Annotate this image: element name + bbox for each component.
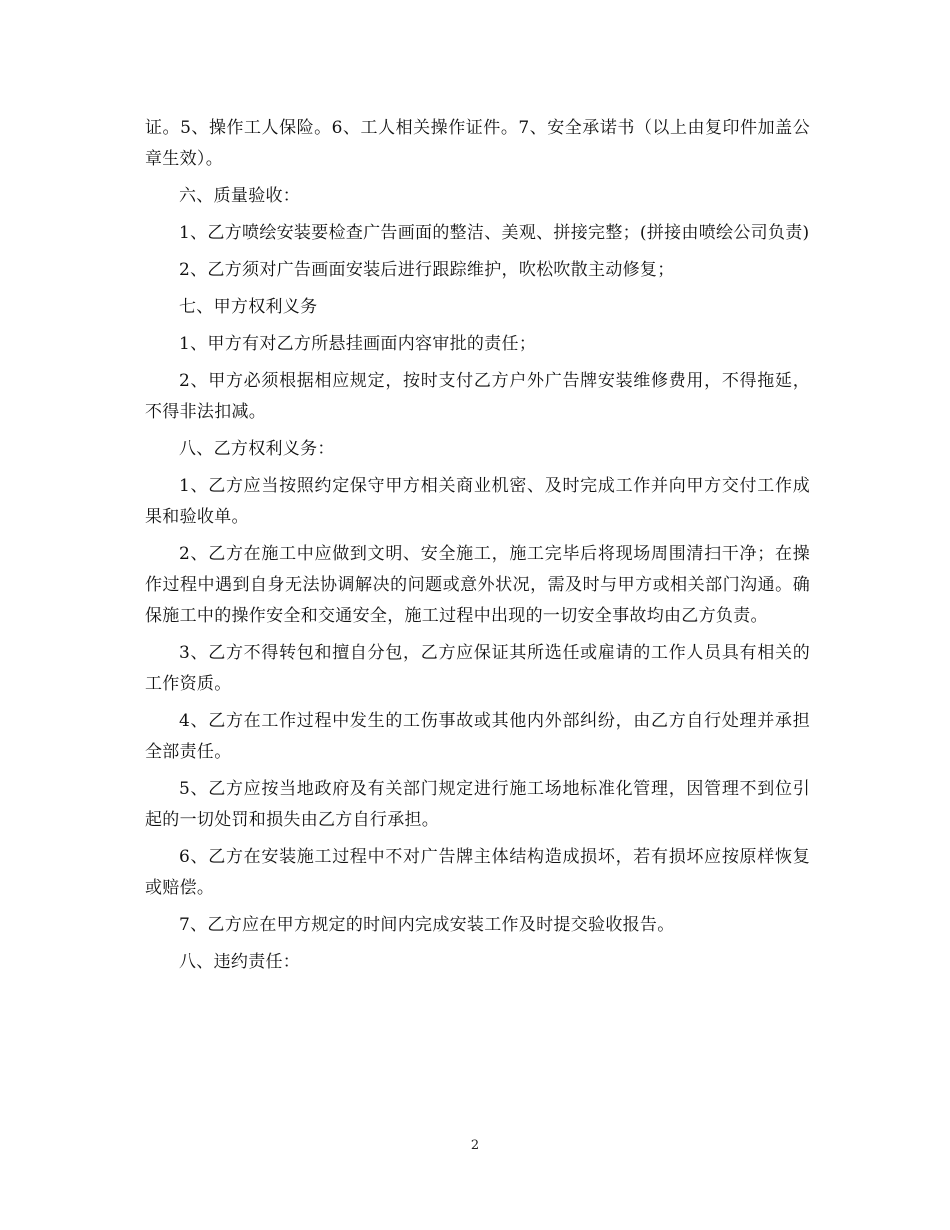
paragraph-continuation: 证。5、操作工人保险。6、工人相关操作证件。7、安全承诺书（以上由复印件加盖公章生效）。: [145, 118, 810, 169]
section-heading-quality-acceptance: 六、质量验收：: [179, 186, 301, 206]
paragraph: 3、乙方不得转包和擅自分包，乙方应保证其所选任或雇请的工作人员具有相关的工作资质。: [145, 643, 810, 694]
section-heading-party-b-rights: 八、乙方权利义务：: [179, 439, 335, 459]
section-heading-breach-liability: 八、违约责任：: [179, 952, 301, 972]
paragraph: 2、乙方在施工中应做到文明、安全施工，施工完毕后将现场周围清扫干净；在操作过程中遇到自身无法协调解决的问题或意外状况，需及时与甲方或相关部门沟通。确保施工中的操作安全和交通安全，施工过程中出现的一切安全事故均由乙方负责。: [145, 544, 810, 626]
paragraph: 7、乙方应在甲方规定的时间内完成安装工作及时提交验收报告。: [179, 915, 675, 935]
paragraph: 6、乙方在安装施工过程中不对广告牌主体结构造成损坏，若有损坏应按原样恢复或赔偿。: [145, 847, 810, 898]
paragraph: 4、乙方在工作过程中发生的工伤事故或其他内外部纠纷，由乙方自行处理并承担全部责任。: [145, 711, 810, 762]
paragraph: 1、乙方应当按照约定保守甲方相关商业机密、及时完成工作并向甲方交付工作成果和验收单。: [145, 476, 810, 527]
paragraph: 2、乙方须对广告画面安装后进行跟踪维护，吹松吹散主动修复；: [179, 260, 675, 280]
paragraph: 2、甲方必须根据相应规定，按时支付乙方户外广告牌安装维修费用，不得拖延，不得非法扣减。: [145, 371, 810, 422]
document-body: [145, 113, 810, 984]
page-number: 2: [470, 1138, 480, 1153]
paragraph: 1、甲方有对乙方所悬挂画面内容审批的责任；: [179, 334, 537, 354]
section-heading-party-a-rights: 七、甲方权利义务: [179, 297, 318, 317]
paragraph: 5、乙方应按当地政府及有关部门规定进行施工场地标准化管理，因管理不到位引起的一切处罚和损失由乙方自行承担。: [145, 779, 810, 830]
paragraph: 1、乙方喷绘安装要检查广告画面的整洁、美观、拼接完整；(拼接由喷绘公司负责): [179, 223, 810, 243]
